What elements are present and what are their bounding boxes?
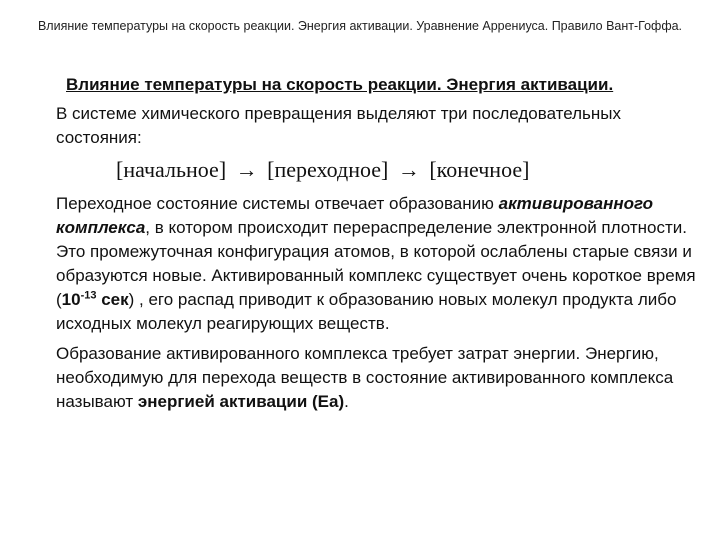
text-segment: , в котором происходит перераспределение электронной плотности. Это промежуточная конфигурация атомов, в которой ослаблены старые связи и образуются новые. Активированный комплекс существует очень короткое время (: [56, 218, 696, 309]
state-transition: [переходное]: [267, 157, 389, 182]
state-final: [конечное]: [429, 157, 530, 182]
window-title: Влияние температуры на скорость реакции. Энергия активации. Уравнение Аррениуса. Правило Вант-Гоффа.: [37, 19, 683, 33]
slide-content: [56, 74, 696, 414]
activated-complex-paragraph: [56, 192, 696, 336]
activation-energy-term: энергией активации (Еа): [137, 392, 345, 411]
state-formula: [116, 156, 696, 184]
intro-paragraph: В системе химического превращения выделяют три последовательных состояния:: [56, 104, 622, 147]
arrow-icon: →: [235, 157, 258, 182]
lifetime-value: $10^{-13}$ сек: [61, 289, 129, 309]
arrow-icon: →: [397, 157, 420, 182]
text-segment: .: [344, 392, 349, 411]
state-initial: [начальное]: [116, 157, 227, 182]
text-segment: Переходное состояние системы отвечает образованию: [56, 194, 499, 213]
text-segment: ) , его распад приводит к образованию новых молекул продукта либо исходных молекул реагирующих веществ.: [56, 290, 677, 333]
activated-complex-term: активированного комплекса: [56, 194, 654, 237]
text-segment: Образование активированного комплекса требует затрат энергии. Энергию, необходимую для перехода веществ в состояние активированного комплекса называют: [56, 344, 674, 411]
activation-energy-paragraph: [56, 342, 696, 414]
slide-heading: Влияние температуры на скорость реакции. Энергия активации.: [66, 75, 614, 94]
